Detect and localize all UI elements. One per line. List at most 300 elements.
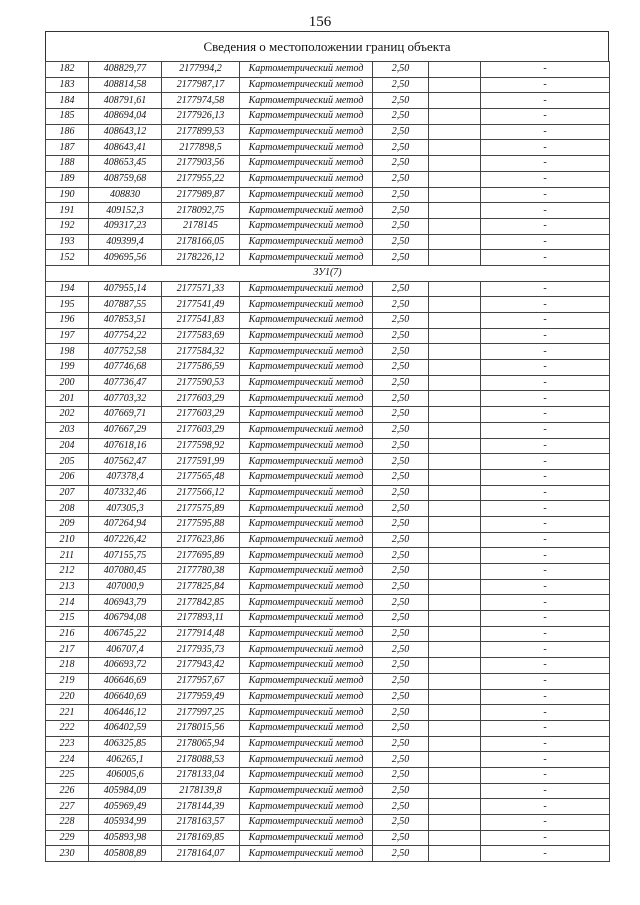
method-cell: Картометрический метод	[240, 642, 373, 658]
point-number-cell: 202	[46, 407, 89, 423]
boundary-points-table	[45, 61, 610, 862]
point-number-cell: 207	[46, 485, 89, 501]
accuracy-cell: 2,50	[373, 830, 429, 846]
y-coordinate-cell: 2178144,39	[162, 799, 240, 815]
point-number-cell: 219	[46, 673, 89, 689]
accuracy-cell: 2,50	[373, 313, 429, 329]
accuracy-cell: 2,50	[373, 799, 429, 815]
method-cell: Картометрический метод	[240, 360, 373, 376]
description-cell: -	[481, 438, 610, 454]
method-cell: Картометрический метод	[240, 501, 373, 517]
y-coordinate-cell: 2177603,29	[162, 422, 240, 438]
x-coordinate-cell: 406325,85	[89, 736, 162, 752]
table-row	[46, 501, 610, 517]
table-row	[46, 736, 610, 752]
accuracy-cell: 2,50	[373, 752, 429, 768]
description-cell: -	[481, 375, 610, 391]
x-coordinate-cell: 408643,12	[89, 124, 162, 140]
x-coordinate-cell: 408830	[89, 187, 162, 203]
accuracy-cell: 2,50	[373, 767, 429, 783]
x-coordinate-cell: 409399,4	[89, 234, 162, 250]
method-cell: Картометрический метод	[240, 156, 373, 172]
point-number-cell: 210	[46, 532, 89, 548]
x-coordinate-cell: 408814,58	[89, 77, 162, 93]
description-cell: -	[481, 328, 610, 344]
method-cell: Картометрический метод	[240, 611, 373, 627]
table-row	[46, 171, 610, 187]
description-cell: -	[481, 642, 610, 658]
x-coordinate-cell: 407305,3	[89, 501, 162, 517]
accuracy-cell: 2,50	[373, 124, 429, 140]
point-number-cell: 182	[46, 62, 89, 78]
y-coordinate-cell: 2177825,84	[162, 579, 240, 595]
description-cell: -	[481, 469, 610, 485]
point-number-cell: 221	[46, 705, 89, 721]
accuracy-cell: 2,50	[373, 218, 429, 234]
table-row	[46, 93, 610, 109]
description-cell: -	[481, 548, 610, 564]
point-number-cell: 188	[46, 156, 89, 172]
description-cell: -	[481, 77, 610, 93]
accuracy-cell: 2,50	[373, 689, 429, 705]
empty-cell	[429, 611, 481, 627]
method-cell: Картометрический метод	[240, 752, 373, 768]
y-coordinate-cell: 2178088,53	[162, 752, 240, 768]
description-cell: -	[481, 422, 610, 438]
point-number-cell: 222	[46, 720, 89, 736]
point-number-cell: 191	[46, 203, 89, 219]
table-row	[46, 783, 610, 799]
method-cell: Картометрический метод	[240, 783, 373, 799]
y-coordinate-cell: 2177955,22	[162, 171, 240, 187]
table-row	[46, 767, 610, 783]
x-coordinate-cell: 407853,51	[89, 313, 162, 329]
empty-cell	[429, 658, 481, 674]
y-coordinate-cell: 2177565,48	[162, 469, 240, 485]
points-block-1	[46, 62, 610, 266]
empty-cell	[429, 469, 481, 485]
accuracy-cell: 2,50	[373, 62, 429, 78]
point-number-cell: 224	[46, 752, 89, 768]
point-number-cell: 204	[46, 438, 89, 454]
point-number-cell: 223	[46, 736, 89, 752]
point-number-cell: 229	[46, 830, 89, 846]
accuracy-cell: 2,50	[373, 846, 429, 862]
y-coordinate-cell: 2177591,99	[162, 454, 240, 470]
method-cell: Картометрический метод	[240, 328, 373, 344]
empty-cell	[429, 783, 481, 799]
method-cell: Картометрический метод	[240, 62, 373, 78]
description-cell: -	[481, 799, 610, 815]
y-coordinate-cell: 2177899,53	[162, 124, 240, 140]
empty-cell	[429, 313, 481, 329]
description-cell: -	[481, 736, 610, 752]
accuracy-cell: 2,50	[373, 720, 429, 736]
method-cell: Картометрический метод	[240, 595, 373, 611]
table-row	[46, 579, 610, 595]
x-coordinate-cell: 406446,12	[89, 705, 162, 721]
x-coordinate-cell: 407736,47	[89, 375, 162, 391]
empty-cell	[429, 752, 481, 768]
table-row	[46, 250, 610, 266]
x-coordinate-cell: 406646,69	[89, 673, 162, 689]
accuracy-cell: 2,50	[373, 203, 429, 219]
empty-cell	[429, 642, 481, 658]
accuracy-cell: 2,50	[373, 422, 429, 438]
y-coordinate-cell: 2177590,53	[162, 375, 240, 391]
description-cell: -	[481, 720, 610, 736]
point-number-cell: 183	[46, 77, 89, 93]
table-title: Сведения о местоположении границ объекта	[45, 31, 609, 61]
method-cell: Картометрический метод	[240, 77, 373, 93]
method-cell: Картометрический метод	[240, 281, 373, 297]
description-cell: -	[481, 407, 610, 423]
x-coordinate-cell: 407955,14	[89, 281, 162, 297]
description-cell: -	[481, 501, 610, 517]
point-number-cell: 205	[46, 454, 89, 470]
point-number-cell: 190	[46, 187, 89, 203]
accuracy-cell: 2,50	[373, 375, 429, 391]
x-coordinate-cell: 408791,61	[89, 93, 162, 109]
description-cell: -	[481, 658, 610, 674]
method-cell: Картометрический метод	[240, 234, 373, 250]
accuracy-cell: 2,50	[373, 705, 429, 721]
description-cell: -	[481, 595, 610, 611]
point-number-cell: 203	[46, 422, 89, 438]
description-cell: -	[481, 344, 610, 360]
description-cell: -	[481, 391, 610, 407]
table-row	[46, 815, 610, 831]
point-number-cell: 211	[46, 548, 89, 564]
accuracy-cell: 2,50	[373, 815, 429, 831]
description-cell: -	[481, 93, 610, 109]
empty-cell	[429, 140, 481, 156]
empty-cell	[429, 485, 481, 501]
y-coordinate-cell: 2177974,58	[162, 93, 240, 109]
point-number-cell: 193	[46, 234, 89, 250]
description-cell: -	[481, 234, 610, 250]
method-cell: Картометрический метод	[240, 673, 373, 689]
y-coordinate-cell: 2177935,73	[162, 642, 240, 658]
accuracy-cell: 2,50	[373, 328, 429, 344]
description-cell: -	[481, 454, 610, 470]
y-coordinate-cell: 2178145	[162, 218, 240, 234]
accuracy-cell: 2,50	[373, 516, 429, 532]
table-row	[46, 720, 610, 736]
x-coordinate-cell: 407155,75	[89, 548, 162, 564]
table-row	[46, 328, 610, 344]
table-row	[46, 109, 610, 125]
table-row	[46, 344, 610, 360]
y-coordinate-cell: 2177994,2	[162, 62, 240, 78]
table-row	[46, 140, 610, 156]
y-coordinate-cell: 2177541,49	[162, 297, 240, 313]
point-number-cell: 194	[46, 281, 89, 297]
description-cell: -	[481, 815, 610, 831]
table-row	[46, 626, 610, 642]
point-number-cell: 187	[46, 140, 89, 156]
accuracy-cell: 2,50	[373, 156, 429, 172]
accuracy-cell: 2,50	[373, 783, 429, 799]
description-cell: -	[481, 564, 610, 580]
description-cell: -	[481, 297, 610, 313]
x-coordinate-cell: 406745,22	[89, 626, 162, 642]
table-row	[46, 485, 610, 501]
accuracy-cell: 2,50	[373, 658, 429, 674]
point-number-cell: 218	[46, 658, 89, 674]
description-cell: -	[481, 250, 610, 266]
x-coordinate-cell: 407703,32	[89, 391, 162, 407]
y-coordinate-cell: 2178169,85	[162, 830, 240, 846]
accuracy-cell: 2,50	[373, 595, 429, 611]
y-coordinate-cell: 2177603,29	[162, 407, 240, 423]
table-row	[46, 391, 610, 407]
x-coordinate-cell: 406943,79	[89, 595, 162, 611]
point-number-cell: 198	[46, 344, 89, 360]
point-number-cell: 192	[46, 218, 89, 234]
accuracy-cell: 2,50	[373, 501, 429, 517]
x-coordinate-cell: 407080,45	[89, 564, 162, 580]
y-coordinate-cell: 2177903,56	[162, 156, 240, 172]
table-row	[46, 595, 610, 611]
empty-cell	[429, 815, 481, 831]
method-cell: Картометрический метод	[240, 375, 373, 391]
empty-cell	[429, 626, 481, 642]
empty-cell	[429, 93, 481, 109]
y-coordinate-cell: 2177842,85	[162, 595, 240, 611]
accuracy-cell: 2,50	[373, 109, 429, 125]
method-cell: Картометрический метод	[240, 736, 373, 752]
point-number-cell: 212	[46, 564, 89, 580]
accuracy-cell: 2,50	[373, 438, 429, 454]
y-coordinate-cell: 2177989,87	[162, 187, 240, 203]
table-row	[46, 77, 610, 93]
x-coordinate-cell: 405969,49	[89, 799, 162, 815]
table-row	[46, 438, 610, 454]
description-cell: -	[481, 62, 610, 78]
table-row	[46, 846, 610, 862]
empty-cell	[429, 579, 481, 595]
x-coordinate-cell: 406265,1	[89, 752, 162, 768]
x-coordinate-cell: 407264,94	[89, 516, 162, 532]
x-coordinate-cell: 407752,58	[89, 344, 162, 360]
accuracy-cell: 2,50	[373, 297, 429, 313]
x-coordinate-cell: 405934,99	[89, 815, 162, 831]
method-cell: Картометрический метод	[240, 626, 373, 642]
y-coordinate-cell: 2177603,29	[162, 391, 240, 407]
description-cell: -	[481, 752, 610, 768]
description-cell: -	[481, 109, 610, 125]
table-row	[46, 532, 610, 548]
point-number-cell: 225	[46, 767, 89, 783]
table-row	[46, 407, 610, 423]
x-coordinate-cell: 406693,72	[89, 658, 162, 674]
description-cell: -	[481, 689, 610, 705]
table-row	[46, 203, 610, 219]
x-coordinate-cell: 407669,71	[89, 407, 162, 423]
x-coordinate-cell: 407746,68	[89, 360, 162, 376]
description-cell: -	[481, 705, 610, 721]
y-coordinate-cell: 2177957,67	[162, 673, 240, 689]
accuracy-cell: 2,50	[373, 281, 429, 297]
y-coordinate-cell: 2177571,33	[162, 281, 240, 297]
empty-cell	[429, 77, 481, 93]
y-coordinate-cell: 2178133,04	[162, 767, 240, 783]
y-coordinate-cell: 2177959,49	[162, 689, 240, 705]
x-coordinate-cell: 406707,4	[89, 642, 162, 658]
empty-cell	[429, 564, 481, 580]
y-coordinate-cell: 2177595,88	[162, 516, 240, 532]
method-cell: Картометрический метод	[240, 516, 373, 532]
x-coordinate-cell: 407618,16	[89, 438, 162, 454]
empty-cell	[429, 203, 481, 219]
x-coordinate-cell: 407332,46	[89, 485, 162, 501]
description-cell: -	[481, 846, 610, 862]
accuracy-cell: 2,50	[373, 469, 429, 485]
empty-cell	[429, 516, 481, 532]
accuracy-cell: 2,50	[373, 485, 429, 501]
point-number-cell: 199	[46, 360, 89, 376]
method-cell: Картометрический метод	[240, 140, 373, 156]
method-cell: Картометрический метод	[240, 218, 373, 234]
y-coordinate-cell: 2177623,86	[162, 532, 240, 548]
accuracy-cell: 2,50	[373, 391, 429, 407]
method-cell: Картометрический метод	[240, 438, 373, 454]
method-cell: Картометрический метод	[240, 109, 373, 125]
y-coordinate-cell: 2178065,94	[162, 736, 240, 752]
x-coordinate-cell: 406794,08	[89, 611, 162, 627]
x-coordinate-cell: 409317,23	[89, 218, 162, 234]
description-cell: -	[481, 783, 610, 799]
empty-cell	[429, 344, 481, 360]
point-number-cell: 186	[46, 124, 89, 140]
method-cell: Картометрический метод	[240, 846, 373, 862]
description-cell: -	[481, 830, 610, 846]
accuracy-cell: 2,50	[373, 736, 429, 752]
empty-cell	[429, 297, 481, 313]
method-cell: Картометрический метод	[240, 454, 373, 470]
x-coordinate-cell: 406640,69	[89, 689, 162, 705]
table-row	[46, 360, 610, 376]
description-cell: -	[481, 360, 610, 376]
accuracy-cell: 2,50	[373, 642, 429, 658]
point-number-cell: 227	[46, 799, 89, 815]
description-cell: -	[481, 187, 610, 203]
x-coordinate-cell: 407378,4	[89, 469, 162, 485]
description-cell: -	[481, 532, 610, 548]
table-row	[46, 830, 610, 846]
point-number-cell: 220	[46, 689, 89, 705]
empty-cell	[429, 375, 481, 391]
y-coordinate-cell: 2177943,42	[162, 658, 240, 674]
empty-cell	[429, 281, 481, 297]
x-coordinate-cell: 405808,89	[89, 846, 162, 862]
description-cell: -	[481, 579, 610, 595]
description-cell: -	[481, 626, 610, 642]
description-cell: -	[481, 171, 610, 187]
x-coordinate-cell: 408653,45	[89, 156, 162, 172]
method-cell: Картометрический метод	[240, 705, 373, 721]
section-row	[46, 265, 610, 281]
point-number-cell: 226	[46, 783, 89, 799]
table-row	[46, 187, 610, 203]
section-header	[46, 265, 610, 281]
method-cell: Картометрический метод	[240, 422, 373, 438]
x-coordinate-cell: 409152,3	[89, 203, 162, 219]
description-cell: -	[481, 218, 610, 234]
empty-cell	[429, 328, 481, 344]
method-cell: Картометрический метод	[240, 799, 373, 815]
section-label: ЗУ1(7)	[46, 265, 610, 281]
y-coordinate-cell: 2178166,05	[162, 234, 240, 250]
y-coordinate-cell: 2178092,75	[162, 203, 240, 219]
page-number: 156	[308, 14, 332, 30]
x-coordinate-cell: 405893,98	[89, 830, 162, 846]
x-coordinate-cell: 408829,77	[89, 62, 162, 78]
y-coordinate-cell: 2178164,07	[162, 846, 240, 862]
table-row	[46, 752, 610, 768]
y-coordinate-cell: 2177583,69	[162, 328, 240, 344]
table-row	[46, 234, 610, 250]
accuracy-cell: 2,50	[373, 234, 429, 250]
points-block-2	[46, 281, 610, 861]
point-number-cell: 215	[46, 611, 89, 627]
accuracy-cell: 2,50	[373, 626, 429, 642]
table-row	[46, 673, 610, 689]
method-cell: Картометрический метод	[240, 313, 373, 329]
table-row	[46, 548, 610, 564]
table-row	[46, 611, 610, 627]
x-coordinate-cell: 409695,56	[89, 250, 162, 266]
method-cell: Картометрический метод	[240, 93, 373, 109]
point-number-cell: 209	[46, 516, 89, 532]
table-row	[46, 689, 610, 705]
empty-cell	[429, 799, 481, 815]
empty-cell	[429, 673, 481, 689]
y-coordinate-cell: 2177695,89	[162, 548, 240, 564]
y-coordinate-cell: 2177598,92	[162, 438, 240, 454]
x-coordinate-cell: 408643,41	[89, 140, 162, 156]
method-cell: Картометрический метод	[240, 548, 373, 564]
empty-cell	[429, 548, 481, 564]
y-coordinate-cell: 2177586,59	[162, 360, 240, 376]
accuracy-cell: 2,50	[373, 171, 429, 187]
empty-cell	[429, 171, 481, 187]
y-coordinate-cell: 2177780,38	[162, 564, 240, 580]
empty-cell	[429, 234, 481, 250]
method-cell: Картометрический метод	[240, 579, 373, 595]
method-cell: Картометрический метод	[240, 203, 373, 219]
empty-cell	[429, 830, 481, 846]
empty-cell	[429, 846, 481, 862]
accuracy-cell: 2,50	[373, 454, 429, 470]
empty-cell	[429, 109, 481, 125]
y-coordinate-cell: 2177898,5	[162, 140, 240, 156]
accuracy-cell: 2,50	[373, 548, 429, 564]
accuracy-cell: 2,50	[373, 532, 429, 548]
empty-cell	[429, 407, 481, 423]
method-cell: Картометрический метод	[240, 391, 373, 407]
empty-cell	[429, 391, 481, 407]
y-coordinate-cell: 2177575,89	[162, 501, 240, 517]
y-coordinate-cell: 2177914,48	[162, 626, 240, 642]
empty-cell	[429, 454, 481, 470]
point-number-cell: 228	[46, 815, 89, 831]
y-coordinate-cell: 2178015,56	[162, 720, 240, 736]
point-number-cell: 196	[46, 313, 89, 329]
y-coordinate-cell: 2177541,83	[162, 313, 240, 329]
empty-cell	[429, 501, 481, 517]
